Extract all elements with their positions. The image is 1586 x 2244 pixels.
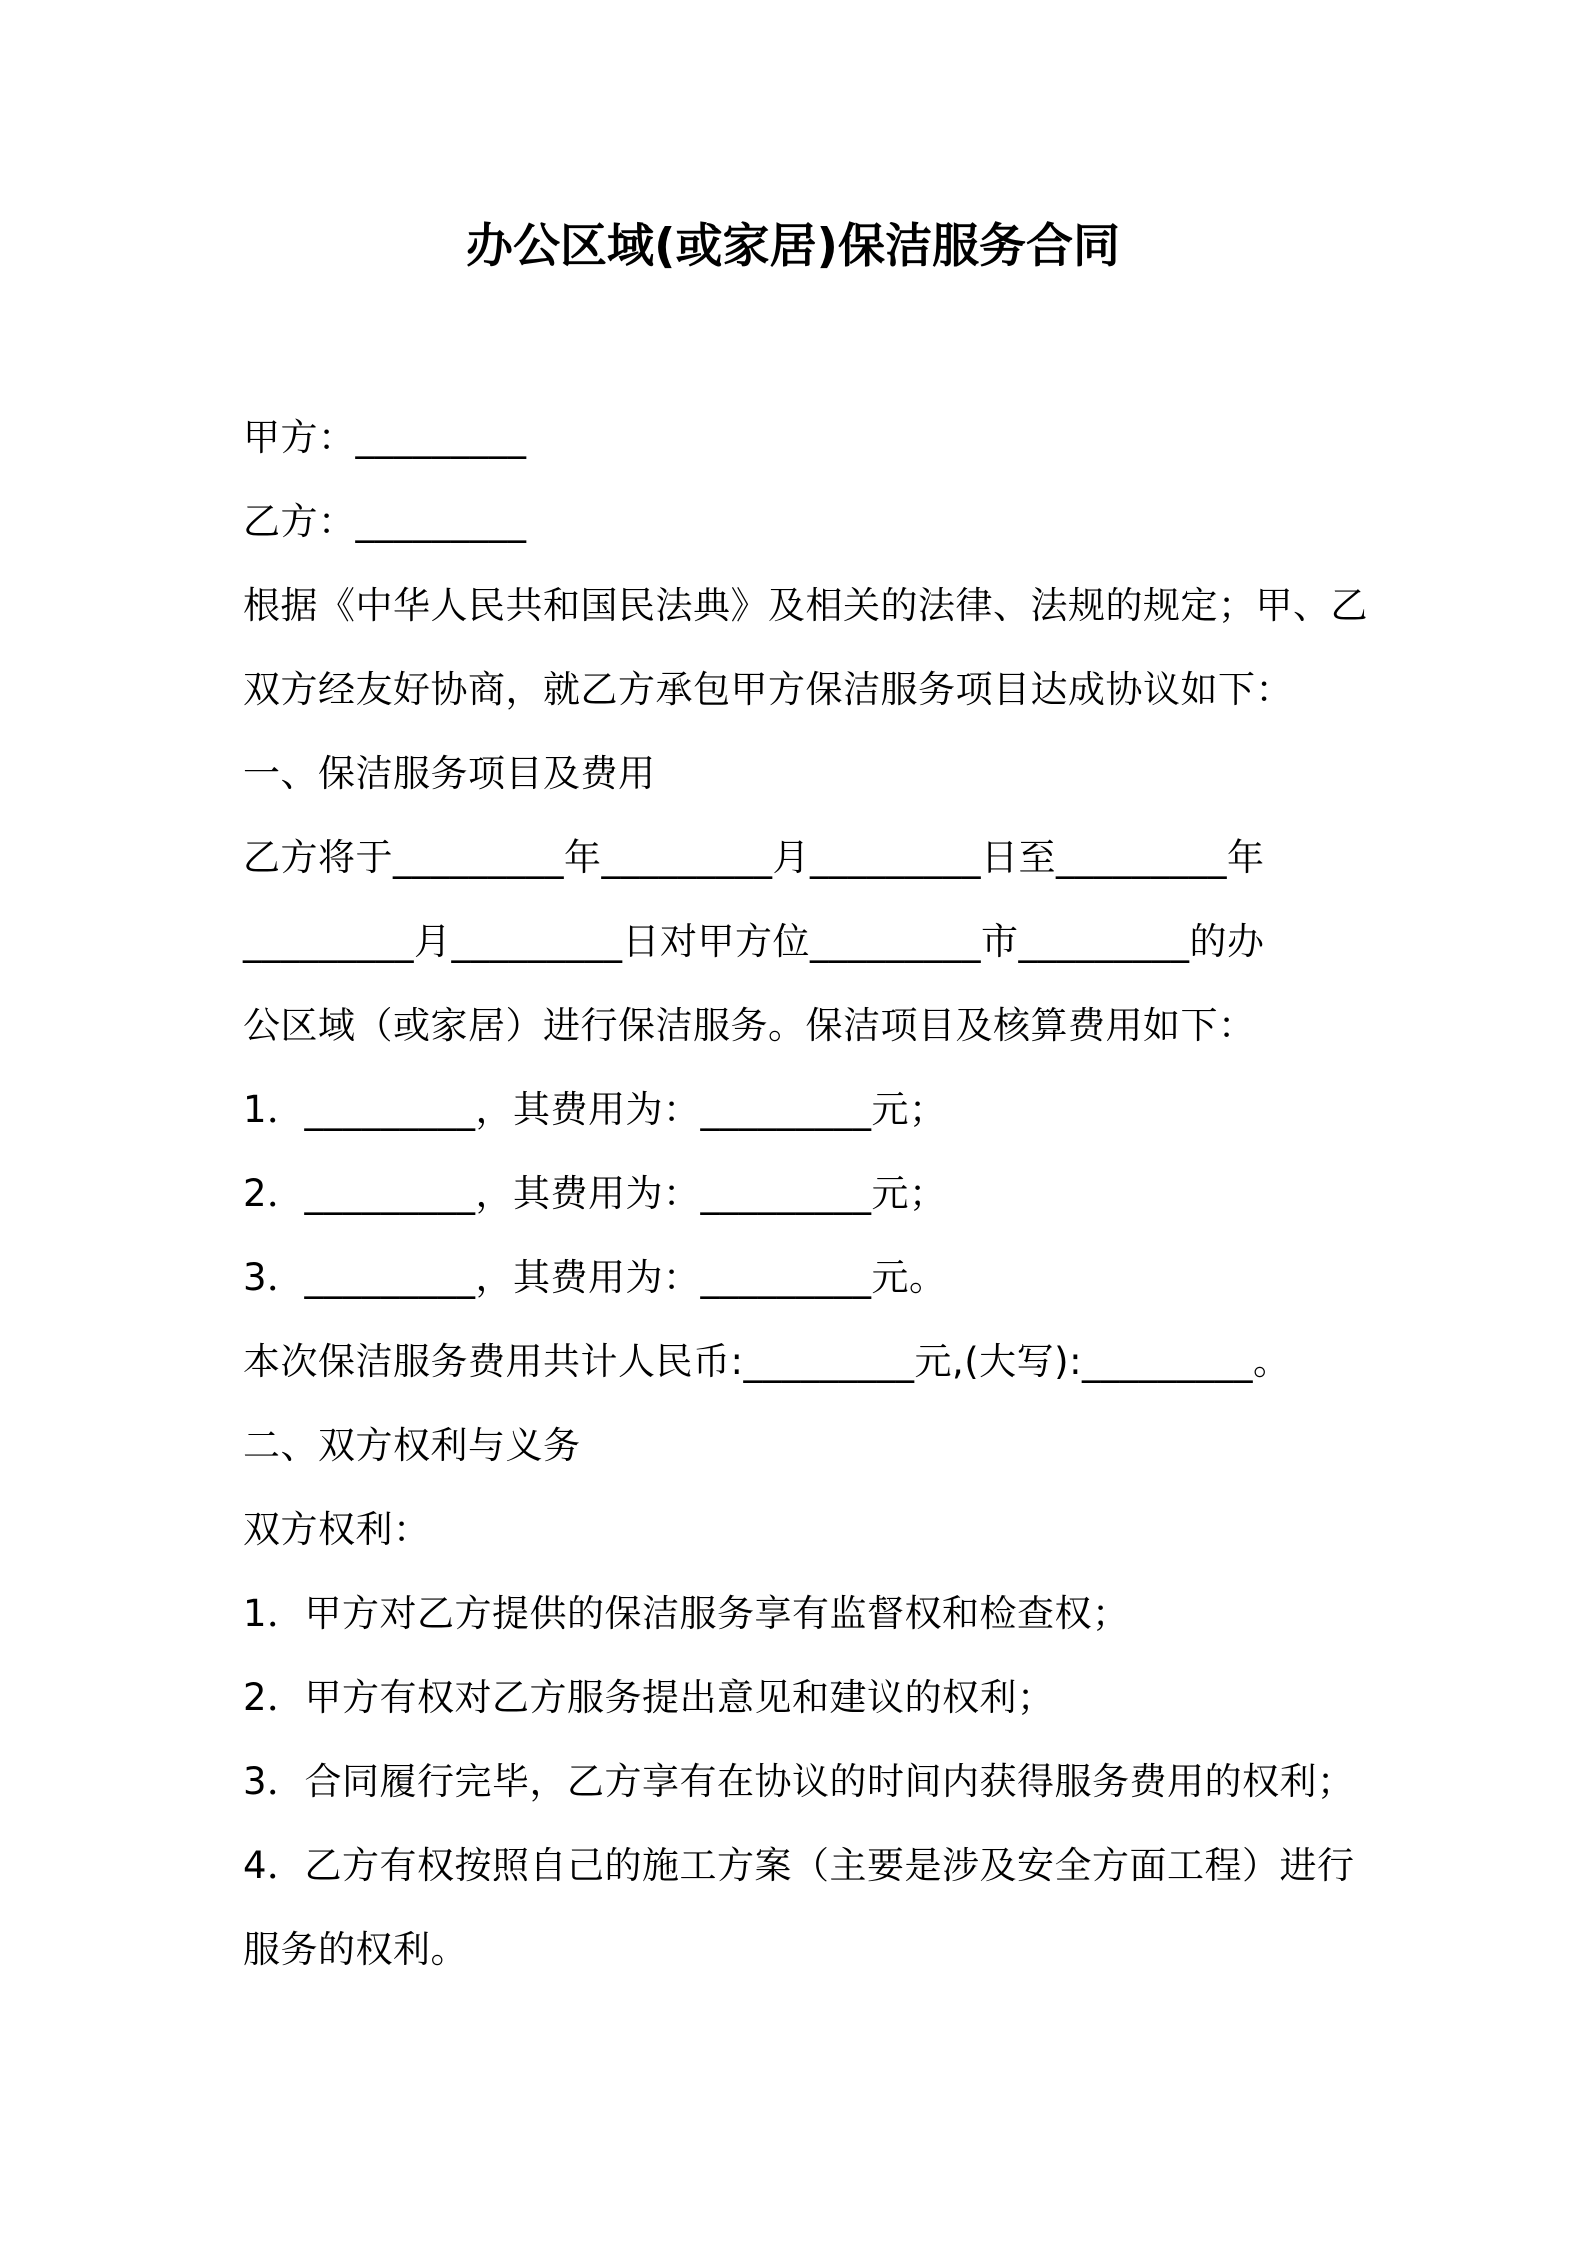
section-1-heading: 一、保洁服务项目及费用: [243, 752, 656, 795]
section-2-heading: 二、双方权利与义务: [243, 1424, 581, 1467]
fee-item-3: 3．_________，其费用为：_________元。: [243, 1256, 947, 1299]
fee-item-1: 1．_________，其费用为：_________元；: [243, 1088, 947, 1131]
service-period-line-2: _________月_________日对甲方位_________市_________的办: [243, 920, 1265, 963]
right-item-4-line-2: 服务的权利。: [243, 1928, 468, 1971]
right-item-2: 2．甲方有权对乙方服务提出意见和建议的权利；: [243, 1676, 1055, 1719]
fee-item-2: 2．_________，其费用为：_________元；: [243, 1172, 947, 1215]
preamble-line-2: 双方经友好协商，就乙方承包甲方保洁服务项目达成协议如下：: [243, 668, 1293, 711]
party-b-line: 乙方：_________: [243, 500, 527, 543]
document-title: 办公区域(或家居)保洁服务合同: [466, 219, 1120, 274]
service-period-line-3: 公区域（或家居）进行保洁服务。保洁项目及核算费用如下：: [243, 1004, 1256, 1047]
preamble-line-1: 根据《中华人民共和国民法典》及相关的法律、法规的规定；甲、乙: [243, 584, 1368, 627]
right-item-4-line-1: 4．乙方有权按照自己的施工方案（主要是涉及安全方面工程）进行: [243, 1844, 1355, 1887]
right-item-3: 3．合同履行完毕，乙方享有在协议的时间内获得服务费用的权利；: [243, 1760, 1355, 1803]
service-period-line-1: 乙方将于_________年_________月_________日至_________年: [243, 836, 1265, 879]
rights-subheading: 双方权利：: [243, 1508, 431, 1551]
party-a-line: 甲方：_________: [243, 416, 527, 459]
fee-total-line: 本次保洁服务费用共计人民币:_________元,(大写):_________。: [243, 1340, 1291, 1383]
right-item-1: 1．甲方对乙方提供的保洁服务享有监督权和检查权；: [243, 1592, 1130, 1635]
